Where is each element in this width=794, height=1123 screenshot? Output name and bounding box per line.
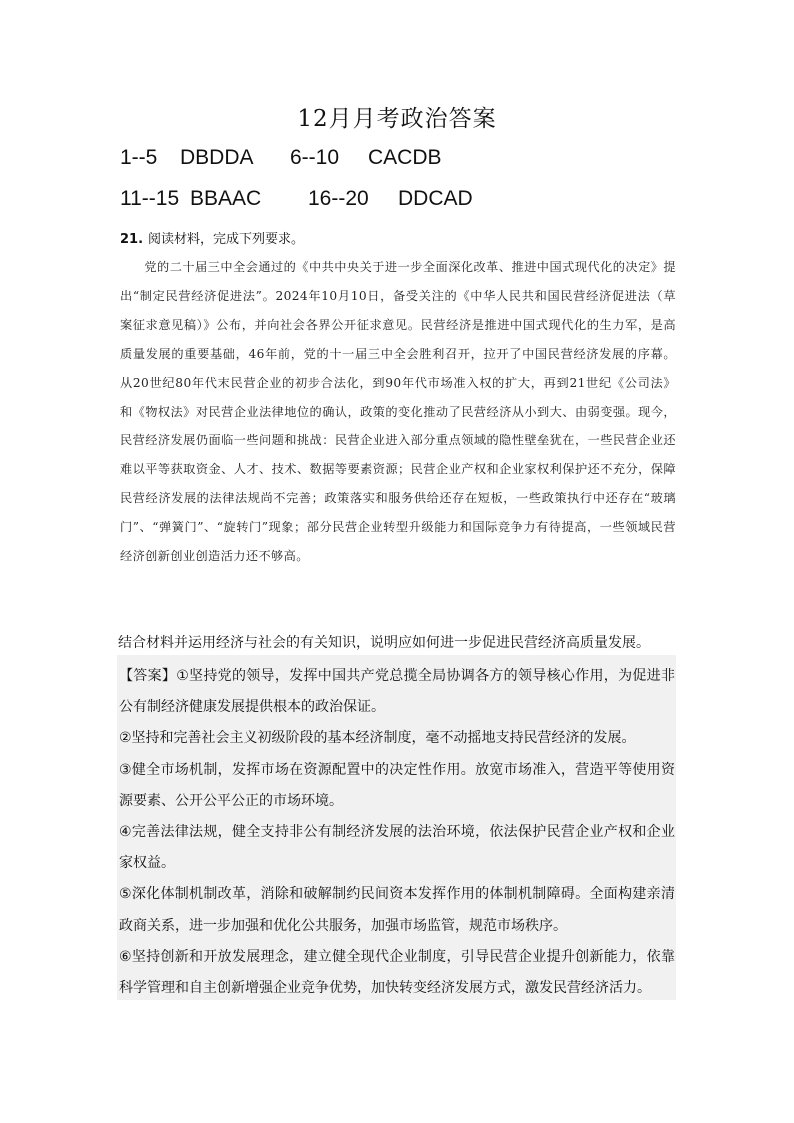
- answer-point-2: ②坚持和完善社会主义初级阶段的基本经济制度，毫不动摇地支持民营经济的发展。: [119, 730, 636, 747]
- question-header: [120, 228, 304, 247]
- answer-key-row-2: [120, 187, 473, 211]
- answer-keys: DBDDA: [180, 146, 254, 169]
- answer-keys: BBAAC: [190, 187, 262, 210]
- answer-point-6: ⑥坚持创新和开放发展理念，建立健全现代企业制度，引导民营企业提升创新能力，依靠科学管理和自主创新增强企业竞争优势，加快转变经济发展方式，激发民营经济活力。: [119, 948, 675, 997]
- answer-key-row-1: [120, 146, 442, 170]
- question-prompt: 结合材料并运用经济与社会的有关知识，说明应如何进一步促进民营经济高质量发展。: [118, 635, 650, 651]
- answer-range: 1--5: [120, 146, 158, 169]
- question-material: 党的二十届三中全会通过的《中共中央关于进一步全面深化改革、推进中国式现代化的决定》提出“制定民营经济促进法”。2024年10月10日，备受关注的《中华人民共和国民营经济促进法（草案征求意见稿）》公布，并向社会各界公开征求意见。民营经济是推进中国式现代化的生力军，是高质量发展的重要基础，46年前，党的十一届三中全会胜利召开，拉开了中国民营经济发展的序幕。从20世纪80年代末民营企业的初步合法化，到90年代市场准入权的扩大，再到21世纪《公司法》和《物权法》对民营企业法律地位的确认，政策的变化推动了民营经济从小到大、由弱变强。现今，民营经济发展仍面临一些问题和挑战：民营企业进入部分重点领域的隐性壁垒犹在，一些民营企业还难以平等获取资金、人才、技术、数据等要素资源；民营企业产权和企业家权利保护还不充分，保障民营经济发展的法律法规尚不完善；政策落实和服务供给还存在短板，一些政策执行中还存在“玻璃门”、“弹簧门”、“旋转门”现象；部分民营企业转型升级能力和国际竞争力有待提高，一些领域民营经济创新创业创造活力还不够高。: [120, 260, 676, 564]
- answer-point-5: ⑤深化体制机制改革，消除和破解制约民间资本发挥作用的体制机制障碍。全面构建亲清政商关系，进一步加强和优化公共服务，加强市场监管，规范市场秩序。: [119, 886, 675, 934]
- answer-range: 16--20: [308, 187, 369, 210]
- question-instruction: 阅读材料，完成下列要求。: [148, 232, 305, 247]
- answer-point-3: ③健全市场机制，发挥市场在资源配置中的决定性作用。放宽市场准入，营造平等使用资源要素、公开公平公正的市场环境。: [119, 761, 675, 809]
- answer-keys: CACDB: [368, 146, 442, 169]
- answer-keys: DDCAD: [398, 187, 473, 210]
- answer-point-4: ④完善法律法规，健全支持非公有制经济发展的法治环境，依法保护民营企业产权和企业家权益。: [119, 824, 675, 872]
- page-title: 12月月考政治答案: [297, 106, 497, 132]
- answer-range: 6--10: [290, 146, 340, 169]
- answer-section: [119, 661, 675, 1004]
- answer-range: 11--15: [120, 187, 180, 210]
- answer-point-1: 【答案】①坚持党的领导，发挥中国共产党总揽全局协调各方的领导核心作用，为促进非公有制经济健康发展提供根本的政治保证。: [119, 668, 675, 716]
- question-number: 21.: [120, 232, 144, 247]
